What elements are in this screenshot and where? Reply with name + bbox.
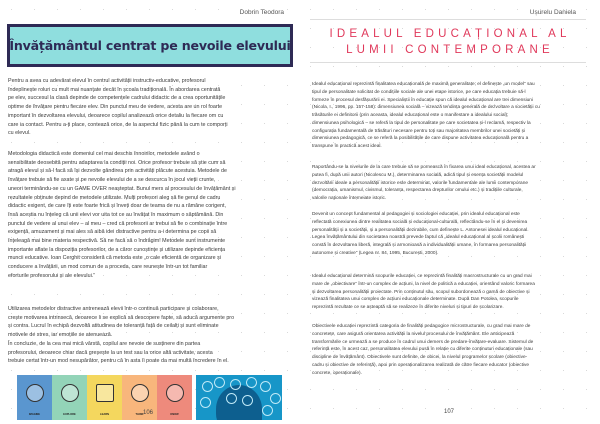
paragraph — [312, 81, 540, 151]
text-line: (democrația, umanismul, civismul, toleranța, respectarea drepturilor omului etc.) și tradițiile culturale, — [312, 188, 523, 194]
text-line: pe elev, succesul la clasă depinde de competențele cadrului didactic de a crea oportunitățile — [8, 95, 226, 102]
explore-panel — [52, 375, 87, 420]
text-line: învățare trebuie să fie axate și pe nevoile elevului de a se descurca în jocul vieții crunte, — [8, 177, 216, 184]
text-line: crește motivarea intrinsecă, deoarece li se explică să descopere fapte, să aducă argumente pro — [8, 314, 235, 321]
text-line: reflectată conexiunea dintre realitatea socială și educațional-culturală, reflectându-se în el și devenirea — [312, 219, 528, 225]
text-line: Metodologia didactică este domeniul cel mai deschis înnoirilor, metodele având o — [8, 151, 200, 157]
panel-label: EXPLORE — [63, 413, 76, 416]
text-line: mare de „obiectivare” într-un complex de acțiuni, la nivel de politică a educației, orientând valoric formarea — [312, 281, 535, 287]
author-name: Ușurelu Daniela — [529, 9, 576, 16]
author-name: Dobrin Teodora — [239, 9, 284, 16]
text-line: atragă elevul și să-l facă să își dezvolte gândirea prin activități plăcute acestuia. Metodele de — [8, 168, 227, 175]
text-line: rezultatele obținute depind de metodele utilizate. Mulți profesori aleg să fie genul de cadru — [8, 194, 221, 201]
text-line: îndeplinește roluri cu mult mai nuanțate decât în școala tradițională. În abordarea centrată — [8, 86, 221, 93]
learning-steps-image — [17, 375, 192, 420]
text-line: cu elevul. — [8, 130, 31, 137]
text-line: punctul de vedere al unui elev – al meu – cred că profesorii ar trebui să fie o combinație între — [8, 220, 228, 227]
panel-label: THINK — [135, 413, 144, 416]
paragraph — [312, 323, 533, 377]
paragraph — [8, 305, 234, 366]
text-line: sensibilitate deosebită pentru adaptarea la condiții noi. Orice profesor trebuie să știe cum să — [8, 159, 226, 166]
text-line: și contra. Lucrul în echipă dezvoltă atitudinea de toleranță față de ceilalți și sunt eliminate — [8, 323, 219, 330]
text-line: personalității și a societății, și a personalității dezirabile, cum definește L. Antonesei idealul educațional. — [312, 227, 529, 233]
text-line: putea fi, după unii autori (Nicolescu M.), determinarea socială, adică tipul și esența societății modelul — [312, 172, 524, 178]
text-line: transformările ce urmează a se produce în cadrul unui demers de predare-învățare-evaluare. Sistemul de — [312, 339, 534, 345]
text-line: concretețe, care asigură orientarea activității la nivelul procesului de învățământ. Ele anticipează — [312, 331, 515, 337]
text-line: tipul de personalitate solicitat de condițiile sociale ale unei etape istorice, pe care educația trebuie să-l — [312, 89, 526, 95]
goggles-icon — [26, 384, 44, 402]
text-line: cadru și obiective de referință), apoi prin operaționalizarea realizată de către fiecare educator (obiective — [312, 362, 530, 368]
title-line: LUMII CONTEMPORANE — [346, 44, 554, 56]
title-line: IDEALUL EDUCAȚIONAL AL — [329, 28, 571, 40]
text-line: formeze în procesul desfășurării ei. Specialiștii în educație spun că idealul educațional are trei dimensiuni — [312, 97, 533, 103]
text-line: didactic exigent, de care îți este foarte frică și înveți doar de teama de nu a rămâne corigent, — [8, 203, 227, 210]
text-line: configurația fundamentală de trăsături necesare pentru toți sau majoritatea membrilor unei societăți și — [312, 128, 526, 134]
text-line: (Nicola, I., 1996, pp. 157-158): dimensiunea socială – vizează tendința generală de dezvoltare a societății cu — [312, 105, 540, 111]
text-line: Devenit un concept fundamental al pedagogiei și sociologiei educației, prin idealul educațional este — [312, 212, 520, 217]
text-line: motivele de stres, iar emoțiile se atenuează. — [8, 332, 113, 339]
text-line: Raportându-se la nivelurile de la care trebuie să se pornească în fixarea unui ideal educațional, acestea ar — [312, 165, 536, 170]
page-title — [300, 26, 600, 58]
text-line: și dezvoltarea personalității proiectate. Prin conținutul său, scopul subordonează o gamă de obiective și — [312, 289, 530, 295]
text-line: muncii educative. Ioan Cerghit consideră că metoda este „o cale eficientă de organizare și — [8, 255, 221, 262]
text-line: dimensiunea pedagogică, ce se referă la posibilitățile de care dispune activitatea educațională pentru a — [312, 136, 529, 142]
text-line: dimensiunea psihologică – se referă la tipul de personalitate pe care societatea și-l reclamă, respectiv la — [312, 120, 531, 126]
text-line: dezvoltării ideale a personalității istorice este determinat, valorile fundamentale ale lumii contemporane — [312, 180, 528, 186]
text-line: referință este, în acest caz, personalitatea elevului pusă în relație cu diferite conținuturi educaționale (sau — [312, 347, 533, 353]
head-silhouette — [216, 385, 262, 420]
text-line: reprezintă rezultate ce se așteaptă să se realizeze în diferite niveluri și tipuri de școlarizare. — [312, 305, 504, 310]
panel-label: KNOW — [170, 413, 179, 416]
text-line: care ia contact. Pentru a-ți place, contează orice, de la aspectul fizic până la cum te comporți — [8, 121, 228, 128]
learn-panel — [87, 375, 122, 420]
text-line: Idealul educațional reprezintă finalitatea educațională de maximă generalitate; el definește „un model” sau — [312, 82, 535, 87]
text-line: conducere a învățării, un mod comun de a proceda, care reunește într-un tot familiar — [8, 264, 208, 271]
text-line: Utilizarea metodelor distractive antrenează elevii într-o continuă participare și colaborare, — [8, 306, 219, 312]
head-icon — [131, 384, 149, 402]
imagine-panel — [17, 375, 52, 420]
text-line: autonome și creative” (Legea nr. 84, 1995, București, 2000). — [312, 250, 439, 256]
brain-illustration — [196, 375, 282, 420]
text-line: profesorului, deoarece chiar dacă greșește la un test sau la orice altă activitate, acesta — [8, 349, 213, 356]
text-line: Obiectivele educației reprezintă categoria de finalități pedagogice microstructurale, cu grad mai mare de — [312, 324, 531, 329]
text-line: exigență, amuzament și mai ales să aibă idei distractive pentru a-i determina pe copii să — [8, 229, 217, 236]
text-line: discipline de învățământ). Obiectivele sunt definite, de obicei, la nivelul programelor școlare (obiective- — [312, 355, 528, 360]
paragraph — [312, 273, 535, 312]
magnifier-icon — [166, 384, 184, 402]
text-line: Legea învățământului din societatea noastră prevede faptul că „idealul educațional al școlii românești — [312, 235, 525, 241]
text-line: În concluzie, de la cea mai mică vârstă, copilul are nevoie de susținere din partea — [8, 340, 201, 347]
divider — [310, 19, 586, 20]
right-page — [300, 0, 600, 424]
page-number: 107 — [444, 409, 455, 415]
divider — [310, 62, 586, 63]
text-line: transpune în practică acest ideal. — [312, 144, 382, 149]
explorer-icon — [61, 384, 79, 402]
paragraph — [8, 150, 236, 281]
text-line: important în dezvoltarea elevului, deoarece copilul analizează orice detaliu la fiecare om cu — [8, 112, 224, 119]
text-line: valorile naționale întemeiate istoric. — [312, 196, 387, 201]
panel-label: IMAGINE — [28, 413, 41, 416]
text-line: Idealul educațional determină scopurile educației, ce reprezintă finalități macrostructurale cu un grad mai — [312, 274, 532, 279]
text-line: însă aceștia nu înțeleg că unii elevi vor uita tot ce au învățat în maximum o săptămână. Din — [8, 211, 224, 218]
text-line: optime de învățare pentru fiecare elev. Din punctul meu de vedere, acesta are un rol foarte — [8, 104, 223, 111]
text-line: uneori terminându-se cu un GAME OVER neașteptat. Bunul mers al procesului de învățământ și — [8, 185, 236, 192]
text-line: înțeleagă mai bine materia respectivă. Să ne facă să o îndrăgim! Metodele sunt instrumente — [8, 238, 226, 245]
text-line: constă în dezvoltarea liberă, integrală și armonioasă a individualității umane, în formarea personalității — [312, 243, 527, 248]
text-line: trăsăturile ei definitorii (prin aceasta, idealul educațional este o manifestare a idealului social); — [312, 113, 509, 118]
page-number: 106 — [143, 410, 154, 416]
paragraph — [312, 164, 536, 203]
text-line: eforturile profesorului și ale elevului.” — [8, 272, 96, 279]
text-line: concrete, operaționale). — [312, 370, 362, 376]
page-title: Învățământul centrat pe nevoile elevului — [9, 38, 291, 53]
paragraph — [312, 211, 529, 258]
text-line: importante aflate la dispoziția profesorilor, de a căror cunoștințe și utilizare depinde eficiența — [8, 246, 226, 253]
text-line: Pentru a avea cu adevărat elevul în centrul activității instructiv-educative, profesorul — [8, 78, 206, 84]
panel-label: LEARN — [100, 413, 109, 416]
know-panel — [157, 375, 192, 420]
paragraph — [8, 77, 228, 138]
text-line: trebuie certat într-un mod nesupărător, pentru că în asta îi poate da mai multă încredere în el. — [8, 358, 229, 365]
text-line: vizează finalitatea unui complex de acțiuni educaționale determinate. După Dan Potolea, scopurile — [312, 297, 519, 303]
title-banner — [7, 24, 293, 67]
book-icon — [96, 384, 114, 402]
